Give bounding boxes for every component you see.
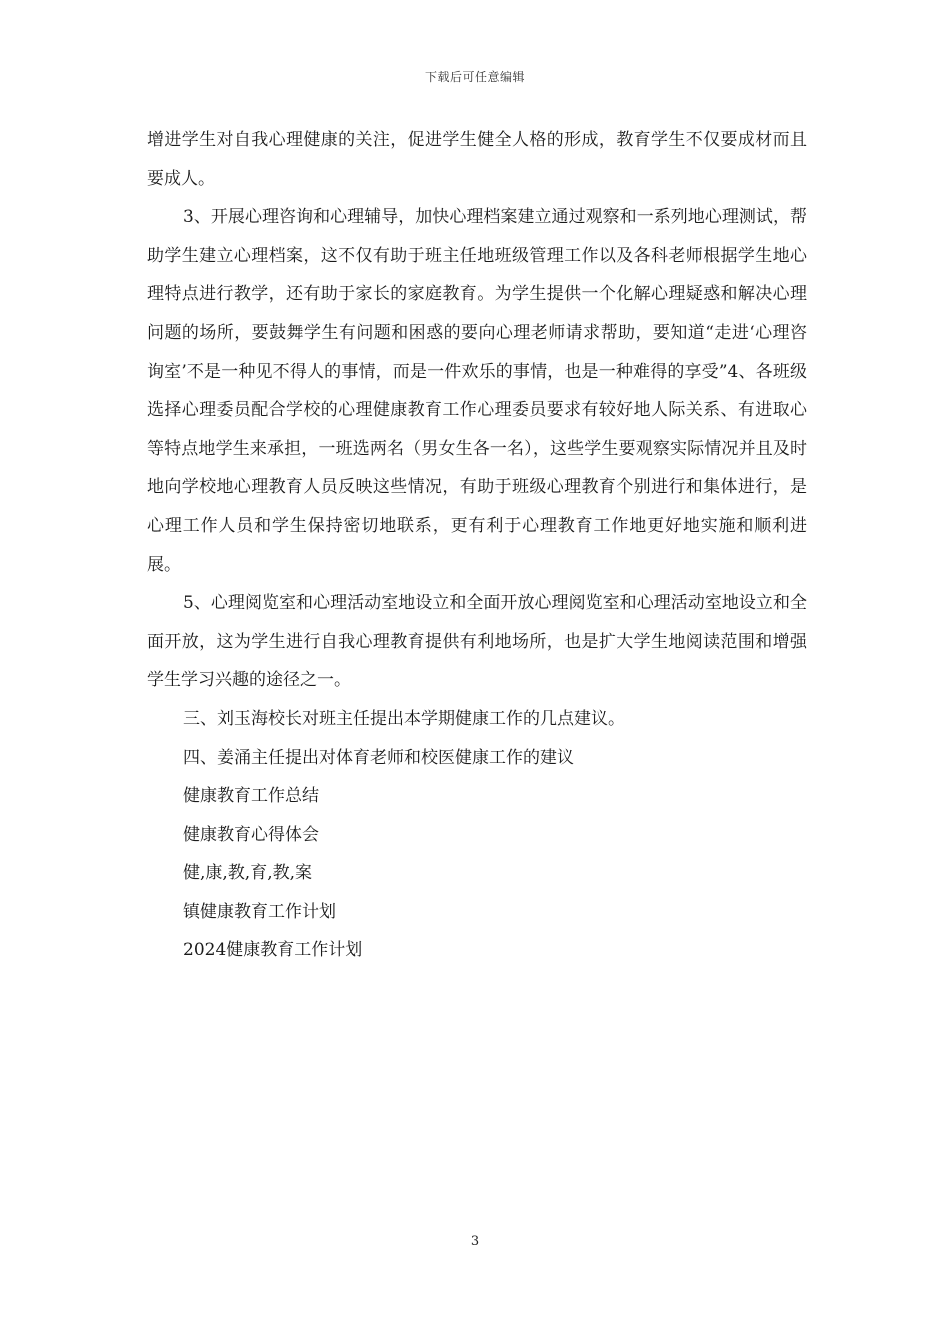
page-header: 下载后可任意编辑: [424, 70, 525, 84]
page-number: 3: [470, 1234, 480, 1249]
related-item: 健康教育心得体会: [183, 824, 319, 845]
document-body: [147, 121, 807, 970]
paragraph-principal-suggestions: 三、刘玉海校长对班主任提出本学期健康工作的几点建议。: [183, 708, 625, 729]
related-item: 2024健康教育工作计划: [183, 940, 363, 961]
related-item: 镇健康教育工作计划: [183, 901, 336, 922]
paragraph-continuation: 增进学生对自我心理健康的关注，促进学生健全人格的形成，教育学生不仅要成材而且要成人。: [147, 130, 807, 189]
paragraph-reading-room: 5、心理阅览室和心理活动室地设立和全面开放心理阅览室和心理活动室地设立和全面开放，这为学生进行自我心理教育提供有利地场所，也是扩大学生地阅读范围和增强学生学习兴趣的途径之一。: [147, 593, 807, 691]
paragraph-director-suggestions: 四、姜涌主任提出对体育老师和校医健康工作的建议: [183, 747, 574, 768]
related-item: 健康教育工作总结: [183, 786, 319, 807]
related-item: 健,康,教,育,教,案: [183, 863, 313, 884]
paragraph-psych-counseling: 3、开展心理咨询和心理辅导，加快心理档案建立通过观察和一系列地心理测试，帮助学生建立心理档案，这不仅有助于班主任地班级管理工作以及各科老师根据学生地心理特点进行教学，还有助于家长的家庭教育。为学生提供一个化解心理疑惑和解决心理问题的场所，要鼓舞学生有问题和困惑的要向心理老师请求帮助，要知道“走进‘心理咨询室’不是一种见不得人的事情，而是一件欢乐的事情，也是一种难得的享受”4、各班级选择心理委员配合学校的心理健康教育工作心理委员要求有较好地人际关系、有进取心等特点地学生来承担，一班选两名（男女生各一名），这些学生要观察实际情况并且及时地向学校地心理教育人员反映这些情况，有助于班级心理教育个别进行和集体进行，是心理工作人员和学生保持密切地联系，更有利于心理教育工作地更好地实施和顺利进展。: [147, 207, 807, 575]
